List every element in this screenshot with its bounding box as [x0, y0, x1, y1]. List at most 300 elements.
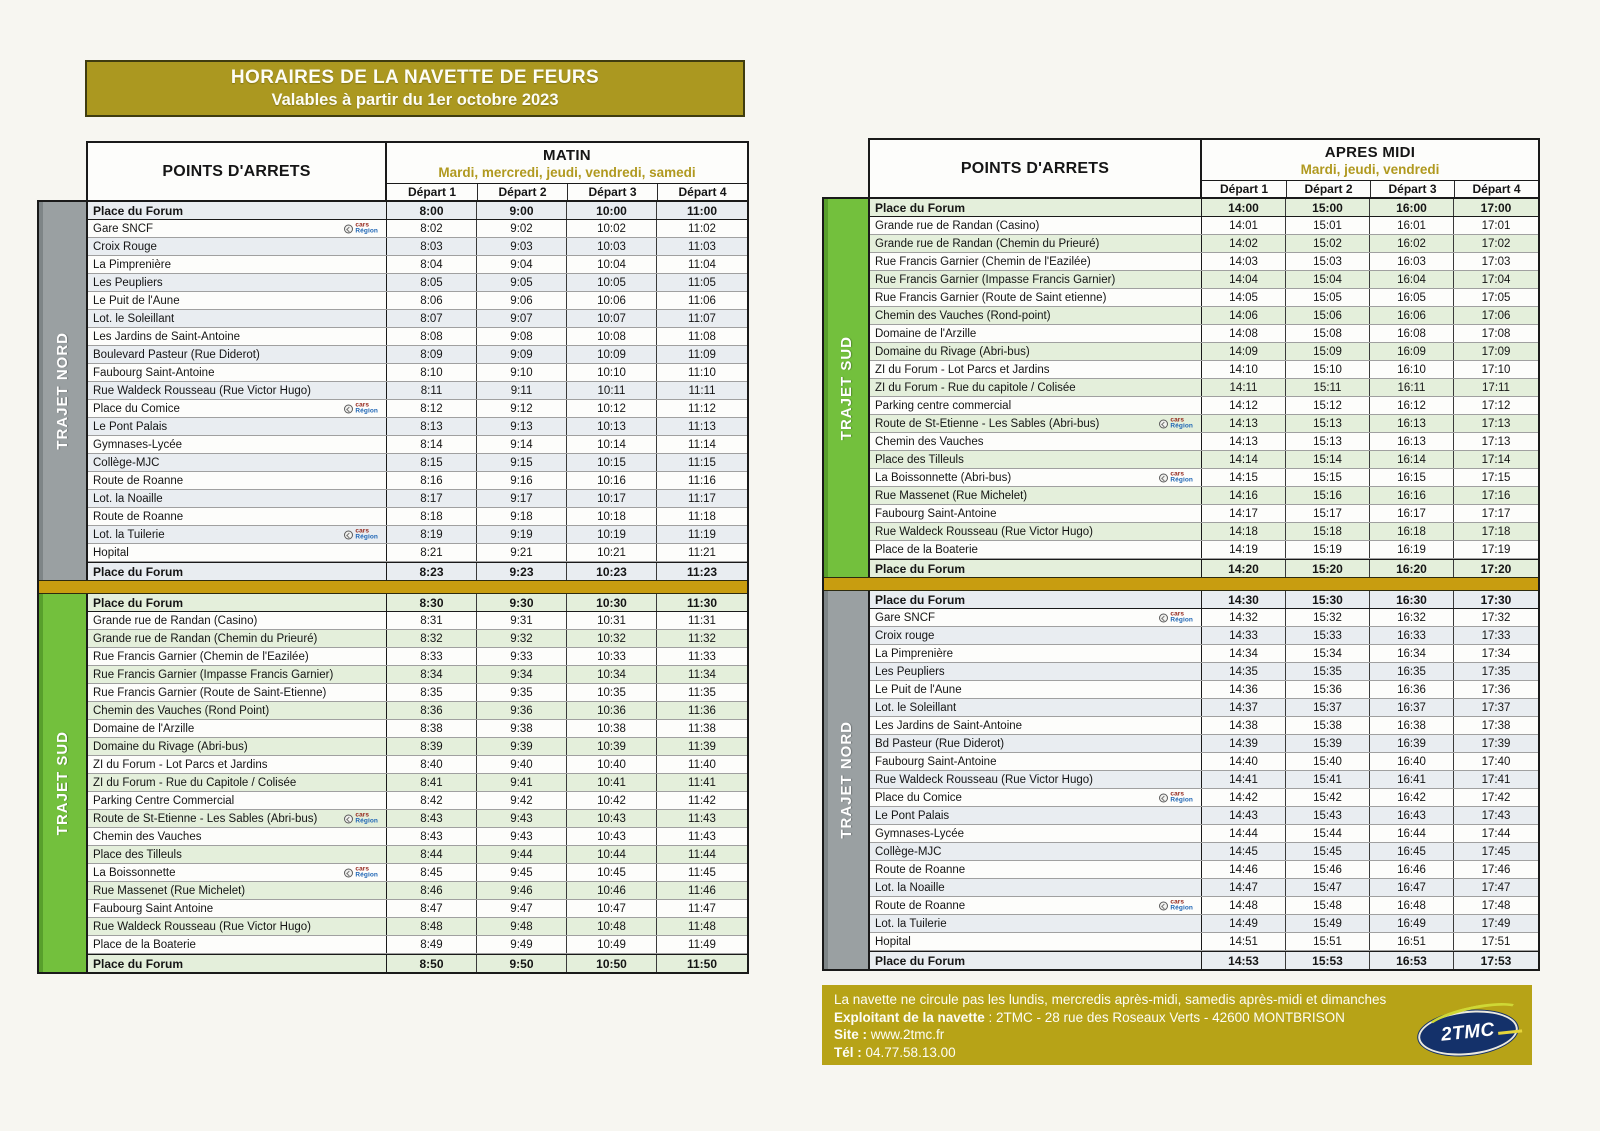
time-cell: 10:05	[567, 274, 657, 291]
depart-2-header: Départ 2	[477, 184, 567, 200]
time-cell: 9:16	[477, 472, 567, 489]
time-cell: 9:21	[477, 544, 567, 561]
time-cell: 11:47	[688, 902, 716, 915]
time-cell: 9:34	[477, 666, 567, 683]
phone-line	[834, 1044, 1520, 1062]
time-cell: 10:07	[567, 310, 657, 327]
stop-row	[88, 792, 747, 810]
time-cell: 10:47	[567, 900, 657, 917]
time-cell: 11:44	[688, 848, 716, 861]
stop-name-cell: Chemin des Vauches (Rond Point)	[88, 702, 387, 719]
stop-name-cell: Chemin des Vauches	[870, 433, 1202, 450]
period-days: Mardi, jeudi, vendredi	[1300, 161, 1440, 177]
stop-name-cell: Rue Francis Garnier (Route de Saint etienne)	[870, 289, 1202, 306]
time-cell: 8:32	[387, 630, 477, 647]
time-cell: 17:32	[1481, 611, 1511, 624]
section-trajet-sud-matin	[39, 594, 747, 972]
stop-name-cell: Faubourg Saint-Antoine	[870, 505, 1202, 522]
stop-name-cell: Grande rue de Randan (Casino)	[88, 612, 387, 629]
time-cell: 14:01	[1202, 217, 1286, 234]
stop-name-cell: Route de St-Etienne - Les Sables (Abri-bus) cars Région	[870, 415, 1202, 432]
time-cell: 16:05	[1370, 289, 1454, 306]
time-cell: 9:23	[477, 563, 567, 580]
stop-row	[870, 645, 1538, 663]
time-cell: 10:50	[567, 955, 657, 972]
section-trajet-sud-apres-midi	[824, 199, 1538, 577]
time-cell: 16:18	[1370, 523, 1454, 540]
time-cell: 15:51	[1286, 933, 1370, 950]
time-cell: 8:31	[387, 612, 477, 629]
stop-name-cell: Lot. le Soleillant	[88, 310, 387, 327]
stop-name-cell: Faubourg Saint Antoine	[88, 900, 387, 917]
time-cell: 16:48	[1370, 897, 1454, 914]
time-cell: 16:13	[1370, 433, 1454, 450]
depart-4-header: Départ 4	[1454, 181, 1538, 197]
stop-row	[870, 289, 1538, 307]
time-cell: 9:10	[477, 364, 567, 381]
time-cell: 9:46	[477, 882, 567, 899]
time-cell: 8:50	[387, 955, 477, 972]
time-cell: 11:19	[688, 528, 716, 541]
time-cell: 10:00	[567, 202, 657, 219]
timetable-apres-midi	[822, 138, 1540, 971]
time-cell: 14:37	[1202, 699, 1286, 716]
time-cell: 16:14	[1370, 451, 1454, 468]
time-cell: 8:15	[387, 454, 477, 471]
time-cell: 17:49	[1481, 917, 1511, 930]
time-cell: 17:15	[1481, 471, 1511, 484]
stop-name-cell: Collège-MJC	[870, 843, 1202, 860]
time-cell: 16:19	[1370, 541, 1454, 558]
time-cell: 9:09	[477, 346, 567, 363]
time-cell: 16:03	[1370, 253, 1454, 270]
time-cell: 15:18	[1286, 523, 1370, 540]
period-title: APRES MIDI	[1324, 143, 1416, 161]
time-cell: 8:07	[387, 310, 477, 327]
stop-row	[870, 591, 1538, 609]
time-cell: 11:08	[688, 330, 716, 343]
points-arrets-header: POINTS D'ARRETS	[88, 143, 387, 200]
stop-row	[88, 310, 747, 328]
stop-row	[88, 954, 747, 972]
time-cell: 17:01	[1481, 219, 1511, 232]
stop-name-cell: La Pimprenière	[88, 256, 387, 273]
time-cell: 10:44	[567, 846, 657, 863]
stop-name-cell: Parking Centre Commercial	[88, 792, 387, 809]
time-cell: 17:51	[1481, 935, 1511, 948]
time-cell: 15:13	[1286, 433, 1370, 450]
time-cell: 10:38	[567, 720, 657, 737]
time-cell: 15:48	[1286, 897, 1370, 914]
time-cell: 8:02	[387, 220, 477, 237]
time-cell: 9:43	[477, 828, 567, 845]
time-cell: 10:43	[567, 828, 657, 845]
stop-name-cell: Gymnases-Lycée	[870, 825, 1202, 842]
time-cell: 14:41	[1202, 771, 1286, 788]
time-cell: 14:19	[1202, 541, 1286, 558]
time-cell: 10:09	[567, 346, 657, 363]
time-cell: 16:01	[1370, 217, 1454, 234]
operator-line	[834, 1009, 1520, 1027]
time-cell: 10:31	[567, 612, 657, 629]
stop-name-cell: Le Pont Palais	[870, 807, 1202, 824]
time-cell: 11:03	[688, 240, 716, 253]
time-cell: 11:10	[688, 366, 716, 379]
trajet-sud-label: TRAJET SUD	[54, 730, 71, 836]
time-cell: 9:05	[477, 274, 567, 291]
time-cell: 11:02	[688, 222, 716, 235]
stop-row	[88, 364, 747, 382]
time-cell: 16:51	[1370, 933, 1454, 950]
stop-name-cell: Rue Waldeck Rousseau (Rue Victor Hugo)	[88, 918, 387, 935]
time-cell: 8:45	[387, 864, 477, 881]
time-cell: 14:05	[1202, 289, 1286, 306]
time-cell: 17:03	[1481, 255, 1511, 268]
time-cell: 16:13	[1370, 415, 1454, 432]
time-cell: 15:43	[1286, 807, 1370, 824]
time-cell: 10:21	[567, 544, 657, 561]
time-cell: 14:12	[1202, 397, 1286, 414]
time-cell: 17:09	[1481, 345, 1511, 358]
points-arrets-header: POINTS D'ARRETS	[870, 140, 1202, 197]
time-cell: 14:48	[1202, 897, 1286, 914]
stop-row	[88, 508, 747, 526]
time-cell: 10:02	[567, 220, 657, 237]
stop-row	[870, 469, 1538, 487]
time-cell: 8:09	[387, 346, 477, 363]
time-cell: 8:08	[387, 328, 477, 345]
time-cell: 17:46	[1481, 863, 1511, 876]
time-cell: 15:02	[1286, 235, 1370, 252]
time-cell: 10:10	[567, 364, 657, 381]
trajet-nord-label: TRAJET NORD	[837, 721, 855, 839]
time-cell: 8:12	[387, 400, 477, 417]
time-cell: 16:08	[1370, 325, 1454, 342]
stop-name-cell: Place des Tilleuls	[870, 451, 1202, 468]
time-cell: 8:18	[387, 508, 477, 525]
time-cell: 17:18	[1481, 525, 1511, 538]
time-cell: 17:02	[1481, 237, 1511, 250]
stop-row	[870, 415, 1538, 433]
stop-row	[870, 379, 1538, 397]
stop-row	[88, 328, 747, 346]
stop-row	[88, 202, 747, 220]
stop-row	[88, 774, 747, 792]
time-cell: 14:11	[1202, 379, 1286, 396]
stop-name-cell: ZI du Forum - Rue du capitole / Colisée	[870, 379, 1202, 396]
stop-row	[88, 454, 747, 472]
stop-name-cell: Place du Forum	[88, 594, 387, 611]
stop-row	[870, 217, 1538, 235]
time-cell: 17:34	[1481, 647, 1511, 660]
stop-name-cell: Les Peupliers	[870, 663, 1202, 680]
stop-row	[870, 807, 1538, 825]
stop-row	[88, 436, 747, 454]
time-cell: 15:00	[1286, 199, 1370, 216]
time-cell: 10:11	[567, 382, 657, 399]
time-cell: 17:43	[1481, 809, 1511, 822]
time-cell: 14:33	[1202, 627, 1286, 644]
stop-row	[870, 897, 1538, 915]
trajet-nord-label: TRAJET NORD	[54, 332, 71, 450]
stop-row	[870, 825, 1538, 843]
time-cell: 15:19	[1286, 541, 1370, 558]
cars-region-icon: cars Région	[344, 402, 378, 415]
time-cell: 9:50	[477, 955, 567, 972]
time-cell: 17:10	[1481, 363, 1511, 376]
time-cell: 9:38	[477, 720, 567, 737]
time-cell: 17:04	[1481, 273, 1511, 286]
stop-name-cell: Lot. la Noaille	[88, 490, 387, 507]
time-cell: 16:49	[1370, 915, 1454, 932]
time-cell: 10:03	[567, 238, 657, 255]
time-cell: 17:06	[1481, 309, 1511, 322]
time-cell: 11:04	[688, 258, 716, 271]
time-cell: 15:37	[1286, 699, 1370, 716]
time-cell: 11:14	[688, 438, 716, 451]
time-cell: 17:41	[1481, 773, 1511, 786]
time-cell: 11:33	[688, 650, 716, 663]
time-cell: 8:17	[387, 490, 477, 507]
time-cell: 15:42	[1286, 789, 1370, 806]
stop-row	[88, 720, 747, 738]
time-cell: 10:42	[567, 792, 657, 809]
period-title: MATIN	[543, 146, 591, 164]
time-cell: 17:14	[1481, 453, 1511, 466]
time-cell: 16:34	[1370, 645, 1454, 662]
stop-row	[88, 526, 747, 544]
stop-name-cell: Domaine du Rivage (Abri-bus)	[88, 738, 387, 755]
stop-row	[870, 433, 1538, 451]
time-cell: 17:30	[1480, 592, 1512, 607]
time-cell: 8:21	[387, 544, 477, 561]
time-cell: 8:33	[387, 648, 477, 665]
time-cell: 17:35	[1481, 665, 1511, 678]
time-cell: 8:40	[387, 756, 477, 773]
time-cell: 11:11	[688, 384, 716, 397]
time-cell: 17:47	[1481, 881, 1511, 894]
time-cell: 10:41	[567, 774, 657, 791]
stop-row	[88, 238, 747, 256]
time-cell: 10:48	[567, 918, 657, 935]
time-cell: 10:04	[567, 256, 657, 273]
stop-row	[870, 523, 1538, 541]
time-cell: 8:38	[387, 720, 477, 737]
time-cell: 11:48	[688, 920, 716, 933]
time-cell: 11:32	[688, 632, 716, 645]
time-cell: 8:43	[387, 828, 477, 845]
time-cell: 15:53	[1286, 952, 1370, 969]
cars-region-icon: cars Région	[1159, 611, 1193, 624]
time-cell: 8:41	[387, 774, 477, 791]
time-cell: 9:49	[477, 936, 567, 953]
stop-row	[870, 771, 1538, 789]
time-cell: 14:51	[1202, 933, 1286, 950]
stop-row	[88, 400, 747, 418]
time-cell: 11:07	[688, 312, 716, 325]
stop-row	[88, 630, 747, 648]
stop-name-cell: Place du Forum	[870, 952, 1202, 969]
stop-name-cell: Place du Comice cars Région	[870, 789, 1202, 806]
stop-row	[870, 487, 1538, 505]
time-cell: 15:34	[1286, 645, 1370, 662]
time-cell: 14:34	[1202, 645, 1286, 662]
time-cell: 17:13	[1481, 417, 1511, 430]
time-cell: 14:04	[1202, 271, 1286, 288]
time-cell: 16:30	[1370, 591, 1454, 608]
stop-name-cell: Hopital	[88, 544, 387, 561]
time-cell: 9:17	[477, 490, 567, 507]
time-cell: 10:49	[567, 936, 657, 953]
stop-row	[88, 864, 747, 882]
time-cell: 10:46	[567, 882, 657, 899]
time-cell: 14:03	[1202, 253, 1286, 270]
stop-row	[88, 472, 747, 490]
time-cell: 16:38	[1370, 717, 1454, 734]
time-cell: 9:07	[477, 310, 567, 327]
stop-row	[870, 933, 1538, 951]
time-cell: 8:39	[387, 738, 477, 755]
time-cell: 8:19	[387, 526, 477, 543]
stop-name-cell: Domaine du Rivage (Abri-bus)	[870, 343, 1202, 360]
stop-row	[870, 663, 1538, 681]
time-cell: 9:31	[477, 612, 567, 629]
table-header-apres-midi	[868, 138, 1540, 197]
depart-1-header: Départ 1	[407, 185, 457, 199]
time-cell: 11:41	[688, 776, 716, 789]
stop-name-cell: Rue Francis Garnier (Chemin de l'Eazilée)	[88, 648, 387, 665]
time-cell: 8:05	[387, 274, 477, 291]
phone-value: 04.77.58.13.00	[861, 1044, 956, 1060]
stop-name-cell: Rue Massenet (Rue Michelet)	[870, 487, 1202, 504]
time-cell: 15:14	[1286, 451, 1370, 468]
time-cell: 17:48	[1481, 899, 1511, 912]
time-cell: 14:13	[1202, 415, 1286, 432]
time-cell: 8:36	[387, 702, 477, 719]
time-cell: 10:15	[567, 454, 657, 471]
phone-label: Tél :	[834, 1044, 862, 1060]
time-cell: 17:16	[1481, 489, 1511, 502]
time-cell: 15:10	[1286, 361, 1370, 378]
stop-name-cell: Lot. la Noaille	[870, 879, 1202, 896]
time-cell: 10:18	[567, 508, 657, 525]
time-cell: 15:03	[1286, 253, 1370, 270]
time-cell: 17:36	[1481, 683, 1511, 696]
stop-row	[88, 292, 747, 310]
table-body-matin	[37, 200, 749, 974]
time-cell: 17:40	[1481, 755, 1511, 768]
time-cell: 16:45	[1370, 843, 1454, 860]
time-cell: 10:14	[567, 436, 657, 453]
time-cell: 9:33	[477, 648, 567, 665]
stop-row	[88, 612, 747, 630]
time-cell: 14:10	[1202, 361, 1286, 378]
site-label: Site :	[834, 1027, 868, 1042]
time-cell: 10:06	[567, 292, 657, 309]
stop-name-cell: Rue Francis Garnier (Impasse Francis Garnier)	[870, 271, 1202, 288]
time-cell: 9:06	[477, 292, 567, 309]
time-cell: 9:48	[477, 918, 567, 935]
time-cell: 17:38	[1481, 719, 1511, 732]
time-cell: 10:43	[567, 810, 657, 827]
stop-name-cell: Route de St-Etienne - Les Sables (Abri-bus) cars Région	[88, 810, 387, 827]
stop-name-cell: Faubourg Saint-Antoine	[870, 753, 1202, 770]
stop-name-cell: Le Pont Palais	[88, 418, 387, 435]
trajet-sud-sidebar	[39, 594, 88, 972]
time-cell: 11:05	[688, 276, 716, 289]
stop-name-cell: Place de la Boaterie	[88, 936, 387, 953]
stop-row	[88, 900, 747, 918]
stop-name-cell: Gymnases-Lycée	[88, 436, 387, 453]
time-cell: 11:35	[688, 686, 716, 699]
time-cell: 11:12	[688, 402, 716, 415]
time-cell: 14:40	[1202, 753, 1286, 770]
stop-name-cell: Rue Francis Garnier (Chemin de l'Eazilée)	[870, 253, 1202, 270]
cars-region-icon: cars Région	[344, 222, 378, 235]
time-cell: 15:38	[1286, 717, 1370, 734]
time-cell: 9:45	[477, 864, 567, 881]
stop-row	[88, 256, 747, 274]
time-cell: 15:39	[1286, 735, 1370, 752]
time-cell: 16:15	[1370, 469, 1454, 486]
stop-row	[870, 307, 1538, 325]
time-cell: 17:05	[1481, 291, 1511, 304]
section-divider	[39, 580, 747, 594]
time-cell: 8:14	[387, 436, 477, 453]
stop-row	[88, 274, 747, 292]
stop-name-cell: Parking centre commercial	[870, 397, 1202, 414]
time-cell: 9:02	[477, 220, 567, 237]
time-cell: 8:00	[387, 202, 477, 219]
time-cell: 17:39	[1481, 737, 1511, 750]
time-cell: 16:39	[1370, 735, 1454, 752]
time-cell: 9:44	[477, 846, 567, 863]
stop-name-cell: Place du Forum	[870, 199, 1202, 216]
time-cell: 11:38	[688, 722, 716, 735]
time-cell: 11:31	[688, 614, 716, 627]
stop-row	[870, 951, 1538, 969]
time-cell: 11:42	[688, 794, 716, 807]
2tmc-logo-text: 2TMC	[1440, 1019, 1496, 1047]
time-cell: 14:13	[1202, 433, 1286, 450]
time-cell: 14:45	[1202, 843, 1286, 860]
time-cell: 14:00	[1202, 199, 1286, 216]
cars-region-icon: cars Région	[1159, 417, 1193, 430]
stop-name-cell: Domaine de l'Arzille	[88, 720, 387, 737]
time-cell: 14:46	[1202, 861, 1286, 878]
time-cell: 11:49	[688, 938, 716, 951]
stop-row	[870, 451, 1538, 469]
time-cell: 10:32	[567, 630, 657, 647]
stop-name-cell: Grande rue de Randan (Chemin du Prieuré)	[870, 235, 1202, 252]
stop-name-cell: Boulevard Pasteur (Rue Diderot)	[88, 346, 387, 363]
time-cell: 16:46	[1370, 861, 1454, 878]
time-cell: 14:39	[1202, 735, 1286, 752]
footer-banner	[822, 985, 1532, 1065]
time-cell: 11:39	[688, 740, 716, 753]
time-cell: 10:45	[567, 864, 657, 881]
stop-name-cell: Grande rue de Randan (Chemin du Prieuré)	[88, 630, 387, 647]
time-cell: 8:35	[387, 684, 477, 701]
depart-4-header: Départ 4	[657, 184, 747, 200]
time-cell: 14:32	[1202, 609, 1286, 626]
time-cell: 15:06	[1286, 307, 1370, 324]
timetable-matin	[37, 141, 749, 974]
stop-name-cell: ZI du Forum - Rue du Capitole / Colisée	[88, 774, 387, 791]
time-cell: 9:14	[477, 436, 567, 453]
stop-row	[88, 648, 747, 666]
depart-2-header: Départ 2	[1286, 181, 1370, 197]
